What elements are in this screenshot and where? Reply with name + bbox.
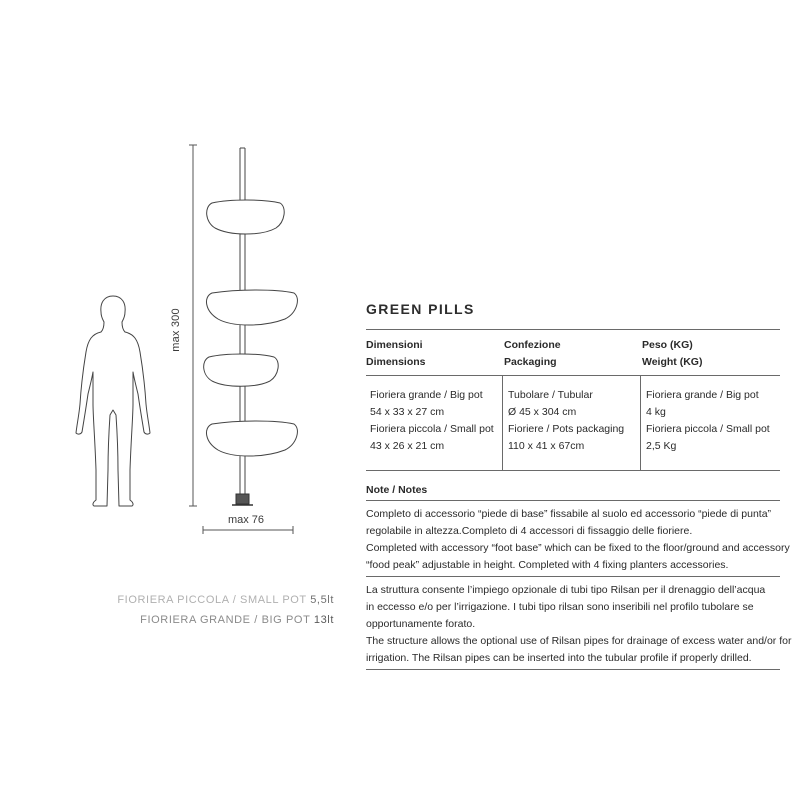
notes-line: opportunamente forato.: [366, 618, 476, 630]
divider-header: [366, 375, 780, 376]
header-weight-it: Peso (KG): [642, 339, 693, 351]
cell-packaging-line: Tubolare / Tubular: [508, 389, 593, 401]
cell-dimensions-line: 43 x 26 x 21 cm: [370, 440, 445, 452]
header-weight-en: Weight (KG): [642, 356, 703, 368]
notes-line: The structure allows the optional use of Rilsan pipes for drainage of excess water and/or for: [366, 635, 792, 647]
header-packaging-en: Packaging: [504, 356, 557, 368]
notes-line: irrigation. The Rilsan pipes can be inserted into the tubular profile if properly drilled.: [366, 652, 752, 664]
legend-big-pot: [140, 614, 334, 626]
legend-small-pot-label: FIORIERA PICCOLA / SMALL POT: [117, 594, 307, 606]
legend-small-pot: [117, 594, 334, 606]
header-weight: [642, 337, 702, 371]
height-dimension-label: max 300: [170, 308, 182, 352]
header-dimensions: [366, 337, 426, 371]
header-dimensions-it: Dimensioni: [366, 339, 423, 351]
cell-packaging-line: Fioriere / Pots packaging: [508, 423, 625, 435]
divider-table-bottom: [366, 470, 780, 471]
cell-dimensions-line: Fioriera piccola / Small pot: [370, 423, 494, 435]
notes-paragraph-2: [366, 582, 792, 667]
cell-dimensions-line: 54 x 33 x 27 cm: [370, 406, 445, 418]
legend-small-pot-value: 5,5lt: [310, 594, 334, 606]
legend-big-pot-label: FIORIERA GRANDE / BIG POT: [140, 614, 311, 626]
notes-title: Note / Notes: [366, 484, 428, 496]
pot-big-1: [206, 290, 297, 325]
cell-packaging-line: 110 x 41 x 67cm: [508, 440, 585, 452]
pole: [232, 148, 253, 505]
pot-small-2: [204, 354, 279, 386]
divider-notes-middle: [366, 576, 780, 577]
header-dimensions-en: Dimensions: [366, 356, 426, 368]
cell-weight-line: Fioriera grande / Big pot: [646, 389, 759, 401]
cell-packaging-line: Ø 45 x 304 cm: [508, 406, 577, 418]
cell-weight-line: 4 kg: [646, 406, 666, 418]
header-packaging: [504, 337, 561, 371]
legend-big-pot-value: 13lt: [313, 614, 334, 626]
divider-top: [366, 329, 780, 330]
notes-line: Completo di accessorio “piede di base” fissabile al suolo ed accessorio “piede di punta”: [366, 508, 772, 520]
product-title: GREEN PILLS: [366, 301, 475, 317]
cell-packaging: [508, 387, 624, 455]
header-packaging-it: Confezione: [504, 339, 561, 351]
divider-notes: [366, 500, 780, 501]
notes-line: regolabile in altezza.Completo di 4 accessori di fissaggio delle fioriere.: [366, 525, 693, 537]
notes-line: La struttura consente l’impiego opzionale di tubi tipo Rilsan per il drenaggio dell’acqua: [366, 584, 766, 596]
cell-weight: [646, 387, 770, 455]
width-dimension-label: max 76: [227, 514, 265, 526]
notes-line: Completed with accessory “foot base” which can be fixed to the floor/ground and accessory: [366, 542, 790, 554]
notes-paragraph-1: [366, 506, 790, 574]
column-separator-1: [502, 376, 503, 470]
notes-line: in eccesso e/o per l’irrigazione. I tubi tipo rilsan sono inseribili nel profilo tubolare se: [366, 601, 754, 613]
pot-small-top: [207, 200, 285, 234]
pot-big-2: [206, 421, 297, 456]
divider-bottom: [366, 669, 780, 670]
notes-line: “food peak” adjustable in height. Completed with 4 fixing planters accessories.: [366, 559, 729, 571]
human-silhouette: [76, 296, 150, 506]
cell-weight-line: 2,5 Kg: [646, 440, 677, 452]
cell-weight-line: Fioriera piccola / Small pot: [646, 423, 770, 435]
cell-dimensions: [370, 387, 494, 455]
column-separator-2: [640, 376, 641, 470]
cell-dimensions-line: Fioriera grande / Big pot: [370, 389, 483, 401]
